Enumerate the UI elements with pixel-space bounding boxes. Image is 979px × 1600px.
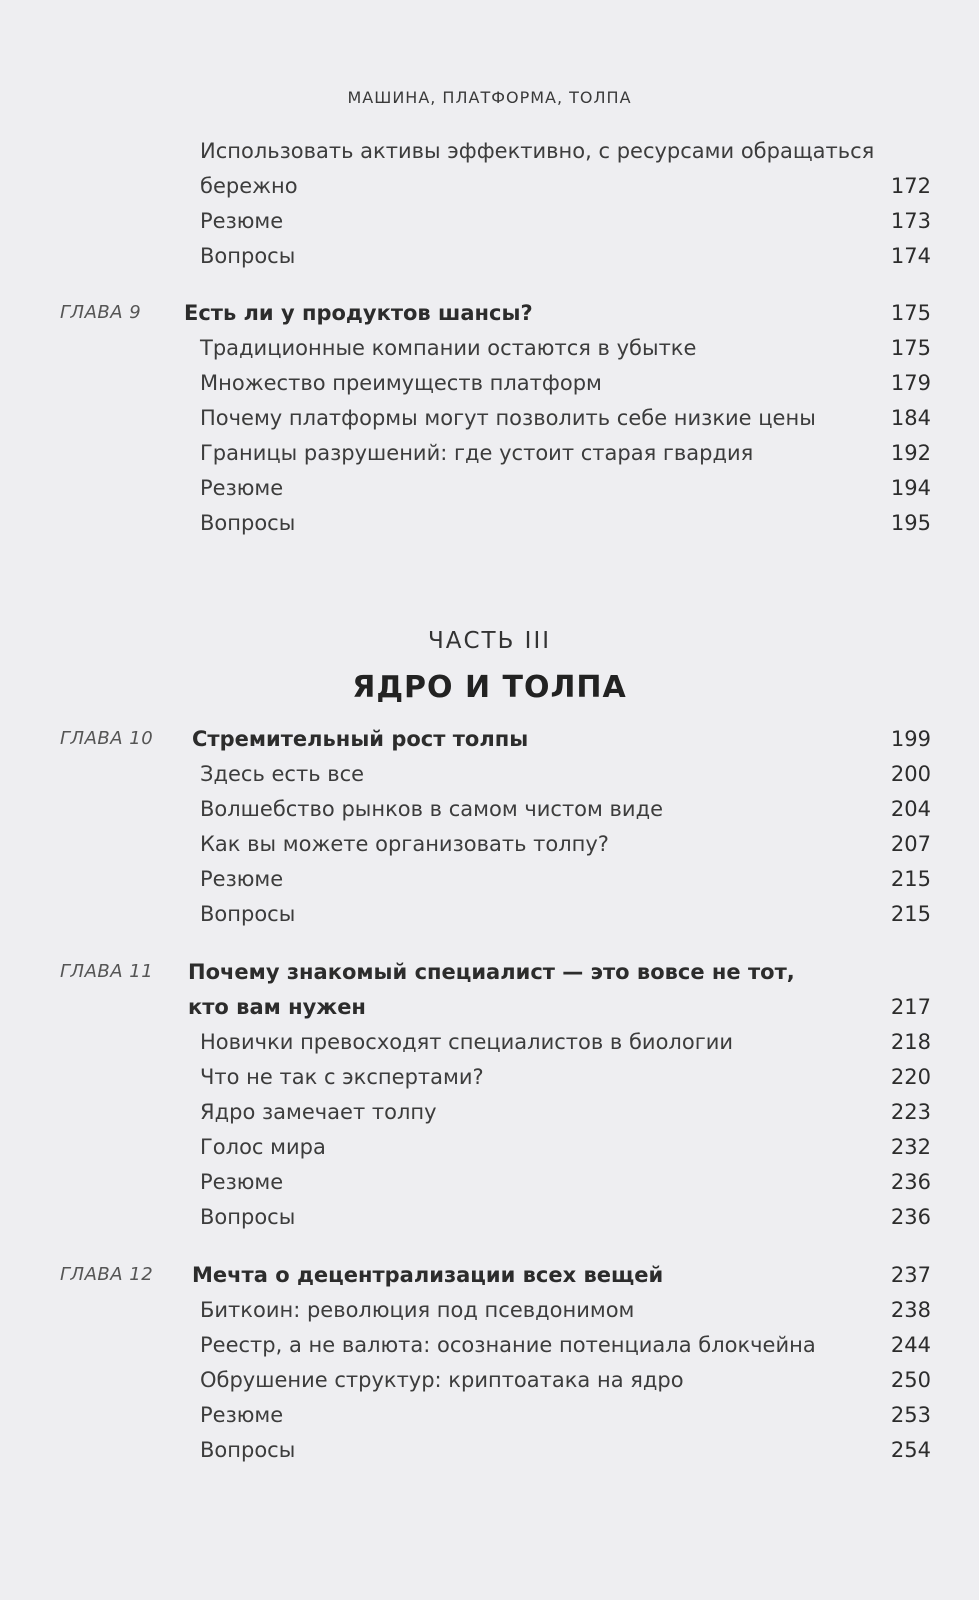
toc-entry-title: Вопросы [200, 1438, 296, 1462]
toc-entry [0, 1433, 979, 1467]
chapter-title: Почему знакомый специалист — это вовсе не тот, [188, 960, 795, 984]
toc-entry-page: 250 [890, 1368, 931, 1392]
toc-entry-page: 194 [890, 476, 931, 500]
toc-entry [0, 1200, 979, 1234]
toc-entry-title: Ядро замечает толпу [200, 1100, 437, 1124]
toc-entry-title: Вопросы [200, 511, 296, 535]
chapter-page: 199 [890, 727, 931, 751]
toc-entry-title: Здесь есть все [200, 762, 365, 786]
toc-entry-page: 179 [890, 371, 931, 395]
toc-entry [0, 436, 979, 470]
toc-entry [0, 792, 979, 826]
toc-entry [0, 1095, 979, 1129]
toc-entry-title: Биткоин: революция под псевдонимом [200, 1298, 635, 1322]
chapter-heading [0, 955, 979, 989]
toc-entry [0, 1130, 979, 1164]
toc-entry [0, 366, 979, 400]
toc-entry [0, 331, 979, 365]
toc-entry [0, 1328, 979, 1362]
toc-entry-page: 173 [890, 209, 931, 233]
toc-entry-title: Что не так с экспертами? [200, 1065, 484, 1089]
chapter-heading-continued [0, 990, 979, 1024]
toc-entry-title: Волшебство рынков в самом чистом виде [200, 797, 664, 821]
toc-entry-page: 215 [890, 867, 931, 891]
toc-entry-page: 192 [890, 441, 931, 465]
toc-entry-title: Вопросы [200, 244, 296, 268]
chapter-page: 175 [890, 301, 931, 325]
chapter-heading [0, 296, 979, 330]
chapter-heading [0, 722, 979, 756]
toc-entry [0, 757, 979, 791]
chapter-label: ГЛАВА 10 [60, 728, 154, 749]
chapter-label: ГЛАВА 11 [60, 961, 154, 982]
toc-entry-page: 215 [890, 902, 931, 926]
toc-entry-title: Резюме [200, 209, 284, 233]
toc-entry-title: Резюме [200, 1170, 284, 1194]
toc-entry-title: Резюме [200, 1403, 284, 1427]
toc-entry [0, 169, 979, 203]
toc-entry [0, 239, 979, 273]
toc-entry-title: Почему платформы могут позволить себе низкие цены [200, 406, 816, 430]
running-head: МАШИНА, ПЛАТФОРМА, ТОЛПА [347, 88, 632, 107]
toc-entry-page: 253 [890, 1403, 931, 1427]
part-label: ЧАСТЬ III [427, 628, 552, 654]
toc-entry [0, 1363, 979, 1397]
chapter-title: Стремительный рост толпы [192, 727, 529, 751]
chapter-title-continued: кто вам нужен [188, 995, 366, 1019]
toc-entry-page: 244 [890, 1333, 931, 1357]
toc-entry-page: 232 [890, 1135, 931, 1159]
toc-entry-page: 195 [890, 511, 931, 535]
toc-entry-page: 172 [890, 174, 931, 198]
toc-entry [0, 1293, 979, 1327]
chapter-page: 237 [890, 1263, 931, 1287]
toc-entry-page: 207 [890, 832, 931, 856]
toc-entry [0, 1165, 979, 1199]
chapter-heading [0, 1258, 979, 1292]
toc-entry [0, 506, 979, 540]
toc-entry-page: 223 [890, 1100, 931, 1124]
chapter-label: ГЛАВА 9 [60, 302, 142, 323]
toc-entry [0, 401, 979, 435]
toc-entry-page: 238 [890, 1298, 931, 1322]
toc-entry-page: 184 [890, 406, 931, 430]
toc-entry [0, 134, 979, 168]
toc-entry [0, 862, 979, 896]
toc-entry-page: 220 [890, 1065, 931, 1089]
toc-entry-title: Множество преимуществ платформ [200, 371, 602, 395]
toc-entry-page: 218 [890, 1030, 931, 1054]
toc-entry-title: Реестр, а не валюта: осознание потенциала блокчейна [200, 1333, 816, 1357]
toc-entry [0, 897, 979, 931]
toc-entry-title: Резюме [200, 867, 284, 891]
toc-entry-page: 200 [890, 762, 931, 786]
part-title: ЯДРО И ТОЛПА [352, 670, 627, 705]
chapter-title: Есть ли у продуктов шансы? [184, 301, 533, 325]
toc-entry-title: Как вы можете организовать толпу? [200, 832, 609, 856]
toc-entry [0, 1398, 979, 1432]
toc-entry [0, 1060, 979, 1094]
toc-entry [0, 1025, 979, 1059]
toc-entry-title: бережно [200, 174, 298, 198]
toc-entry [0, 827, 979, 861]
toc-entry-page: 175 [890, 336, 931, 360]
toc-entry-page: 204 [890, 797, 931, 821]
toc-entry-title: Традиционные компании остаются в убытке [200, 336, 697, 360]
toc-entry-page: 236 [890, 1170, 931, 1194]
toc-entry-title: Резюме [200, 476, 284, 500]
toc-entry-title: Новички превосходят специалистов в биологии [200, 1030, 734, 1054]
chapter-page: 217 [890, 995, 931, 1019]
toc-entry-title: Обрушение структур: криптоатака на ядро [200, 1368, 684, 1392]
toc-entry-title: Использовать активы эффективно, с ресурсами обращаться [200, 139, 875, 163]
toc-entry-page: 236 [890, 1205, 931, 1229]
toc-entry-page: 254 [890, 1438, 931, 1462]
toc-entry-title: Вопросы [200, 1205, 296, 1229]
toc-entry-title: Голос мира [200, 1135, 326, 1159]
toc-entry [0, 471, 979, 505]
chapter-title: Мечта о децентрализации всех вещей [192, 1263, 664, 1287]
toc-entry-title: Вопросы [200, 902, 296, 926]
chapter-label: ГЛАВА 12 [60, 1264, 154, 1285]
toc-entry-page: 174 [890, 244, 931, 268]
toc-entry-title: Границы разрушений: где устоит старая гвардия [200, 441, 754, 465]
toc-entry [0, 204, 979, 238]
